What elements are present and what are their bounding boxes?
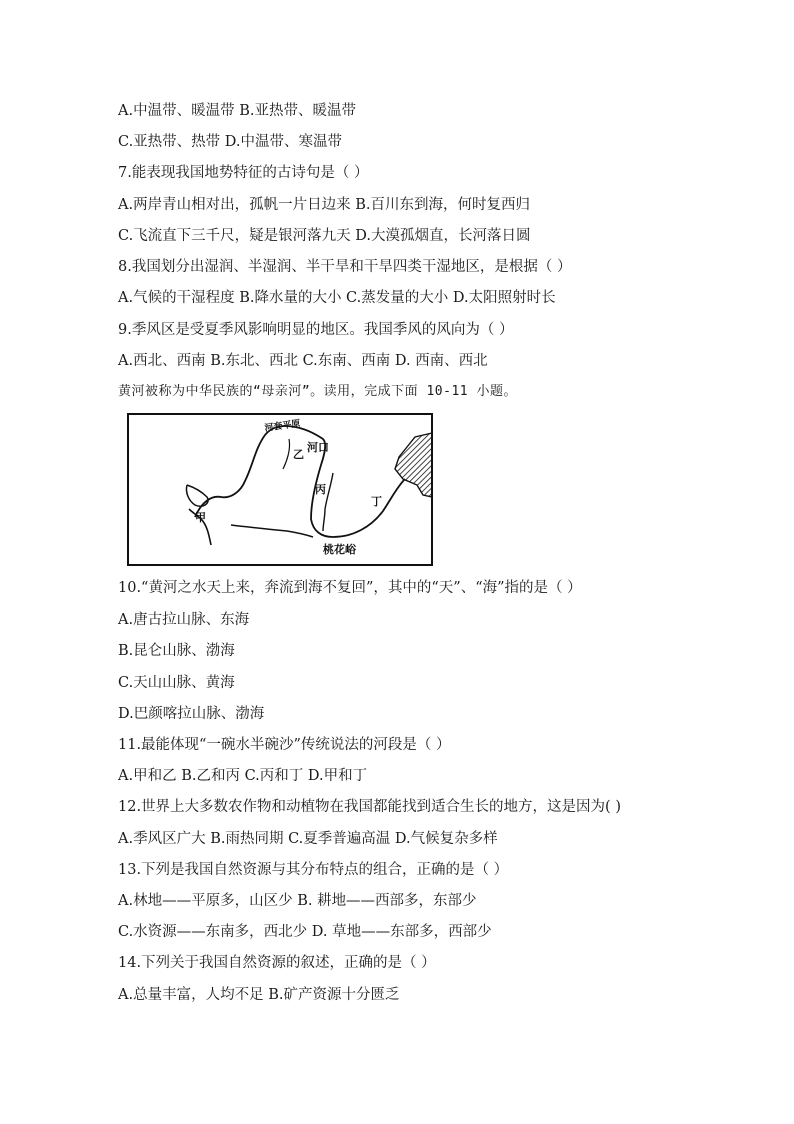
question-12: 12.世界上大多数农作物和动植物在我国都能找到适合生长的地方，这是因为( ) xyxy=(118,799,621,815)
question-10-option-b: B.昆仑山脉、渤海 xyxy=(118,643,235,659)
question-10-option-a: A.唐古拉山脉、东海 xyxy=(118,612,250,628)
question-10-option-d: D.巴颜喀拉山脉、渤海 xyxy=(118,706,265,722)
question-14-options: A.总量丰富，人均不足 B.矿产资源十分匮乏 xyxy=(118,987,400,1003)
question-13-options-ab: A.林地——平原多，山区少 B. 耕地——西部多，东部少 xyxy=(118,893,477,909)
question-9: 9.季风区是受夏季风影响明显的地区。我国季风的风向为（ ） xyxy=(118,322,514,338)
question-7: 7.能表现我国地势特征的古诗句是（ ） xyxy=(118,165,369,181)
label-yi: 乙 xyxy=(293,448,304,461)
question-9-options: A.西北、西南 B.东北、西北 C.东南、西南 D. 西南、西北 xyxy=(118,353,488,369)
map-intro: 黄河被称为中华民族的“母亲河”。读用，完成下面 10-11 小题。 xyxy=(118,384,517,399)
question-7-options-ab: A.两岸青山相对出，孤帆一片日边来 B.百川东到海，何时复西归 xyxy=(118,197,530,213)
question-11: 11.最能体现“一碗水半碗沙”传统说法的河段是（ ） xyxy=(118,737,451,753)
question-11-options: A.甲和乙 B.乙和丙 C.丙和丁 D.甲和丁 xyxy=(118,768,368,784)
question-12-options: A.季风区广大 B.雨热同期 C.夏季普遍高温 D.气候复杂多样 xyxy=(118,831,498,847)
line-option-l1: A.中温带、暖温带 B.亚热带、暖温带 xyxy=(118,103,356,119)
label-hetao: 河套平原 xyxy=(264,419,302,434)
line-option-l2: C.亚热带、热带 D.中温带、寒温带 xyxy=(118,134,343,150)
question-13: 13.下列是我国自然资源与其分布特点的组合，正确的是（ ） xyxy=(118,862,509,878)
question-13-options-cd: C.水资源——东南多，西北少 D. 草地——东部多，西部少 xyxy=(118,924,492,940)
label-ding: 丁 xyxy=(371,495,382,508)
question-8: 8.我国划分出湿润、半湿润、半干旱和干旱四类干湿地区，是根据（ ） xyxy=(118,259,572,275)
question-8-options: A.气候的干湿程度 B.降水量的大小 C.蒸发量的大小 D.太阳照射时长 xyxy=(118,290,556,306)
question-14: 14.下列关于我国自然资源的叙述，正确的是（ ） xyxy=(118,955,436,971)
question-7-options-cd: C.飞流直下三千尺，疑是银河落九天 D.大漠孤烟直，长河落日圆 xyxy=(118,228,531,244)
question-10-option-c: C.天山山脉、黄海 xyxy=(118,675,235,691)
label-bing: 丙 xyxy=(315,483,326,496)
map-frame xyxy=(128,414,432,565)
label-hekou: 河口 xyxy=(307,441,329,454)
label-jia: 甲 xyxy=(195,511,206,524)
label-taohuayu: 桃花峪 xyxy=(323,543,356,556)
question-10: 10.“黄河之水天上来，奔流到海不复回”，其中的“天”、“海”指的是（ ） xyxy=(118,580,582,596)
yellow-river-map xyxy=(127,413,433,566)
